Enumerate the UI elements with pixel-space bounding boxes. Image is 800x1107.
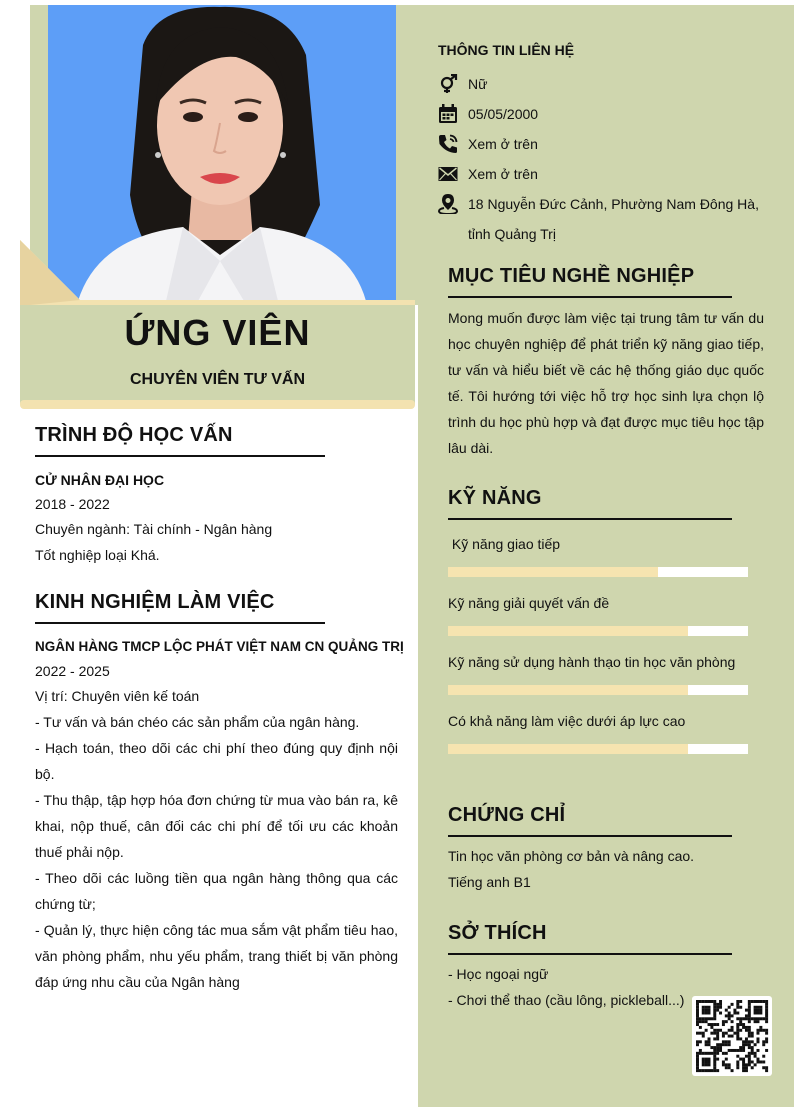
contact-address-line1: 18 Nguyễn Đức Cảnh, Phường Nam Đông Hà,	[468, 196, 759, 212]
education-degree: CỬ NHÂN ĐẠI HỌC	[35, 472, 165, 488]
candidate-role: CHUYÊN VIÊN TƯ VẤN	[129, 371, 306, 388]
decorative-fold	[20, 240, 420, 310]
skill-bar	[448, 744, 748, 754]
contact-dob: 05/05/2000	[468, 106, 539, 122]
skill-bar	[448, 685, 748, 695]
certificate-item: Tiếng anh B1	[448, 874, 531, 890]
objective-text: Mong muốn được làm việc tại trung tâm tư vấn du học chuyên nghiệp để phát triển kỹ năng giao tiếp, tư vấn và hiểu biết về các hệ thống giáo dục quốc tế. Tôi hướng tới việc hỗ trợ học sinh lựa chọn lộ trình du học phù hợp và đạt được mục tiêu học tập lâu dài.	[448, 310, 764, 456]
skill-bar-fill	[448, 567, 658, 577]
skill-bar-fill	[448, 744, 688, 754]
email-icon	[438, 164, 458, 184]
contact-gender: Nữ	[468, 76, 488, 92]
education-rule	[35, 455, 325, 457]
hobby-item: - Học ngoại ngữ	[448, 966, 549, 982]
candidate-name: ỨNG VIÊN	[124, 312, 311, 353]
hobbies-title: SỞ THÍCH	[448, 922, 547, 944]
skill-bar-fill	[448, 626, 688, 636]
gender-icon	[438, 74, 458, 94]
contact-email: Xem ở trên	[468, 166, 538, 182]
certificate-item: Tin học văn phòng cơ bản và nâng cao.	[448, 848, 695, 864]
skill-bar	[448, 567, 748, 577]
experience-duty: - Tư vấn và bán chéo các sản phẩm của ngân hàng.	[35, 714, 360, 730]
phone-icon	[438, 134, 458, 154]
skill-bar-fill	[448, 685, 688, 695]
experience-company: NGÂN HÀNG TMCP LỘC PHÁT VIỆT NAM CN QUẢNG TRỊ	[35, 639, 404, 654]
objective-title: MỤC TIÊU NGHỀ NGHIỆP	[448, 265, 695, 287]
experience-position: Vị trí: Chuyên viên kế toán	[35, 688, 200, 704]
certificates-rule	[448, 835, 732, 837]
experience-rule	[35, 622, 325, 624]
experience-duty: - Theo dõi các luồng tiền qua ngân hàng thông qua các chứng từ;	[35, 870, 398, 912]
skill-label: Kỹ năng sử dụng hành thạo tin học văn phòng	[448, 654, 736, 670]
education-title: TRÌNH ĐỘ HỌC VẤN	[35, 424, 233, 446]
experience-duty: - Hạch toán, theo dõi các chi phí theo đúng quy định nội bộ.	[35, 740, 398, 782]
name-band-underline	[20, 400, 415, 409]
skills-title: KỸ NĂNG	[448, 487, 542, 509]
experience-title: KINH NGHIỆM LÀM VIỆC	[35, 591, 275, 613]
contact-address-line2: tỉnh Quảng Trị	[468, 226, 556, 242]
skill-label: Kỹ năng giao tiếp	[448, 536, 561, 552]
contact-title: THÔNG TIN LIÊN HỆ	[438, 42, 575, 58]
education-grade: Tốt nghiệp loại Khá.	[35, 547, 160, 563]
education-major: Chuyên ngành: Tài chính - Ngân hàng	[35, 521, 273, 537]
calendar-icon	[438, 104, 458, 124]
skills-rule	[448, 518, 732, 520]
experience-years: 2022 - 2025	[35, 663, 110, 679]
objective-rule	[448, 296, 732, 298]
hobbies-rule	[448, 953, 732, 955]
experience-duty: - Thu thập, tập hợp hóa đơn chứng từ mua vào bán ra, kê khai, nộp thuế, cân đối các chi phí để tối ưu các khoản thuế phải nộp.	[35, 792, 398, 860]
location-icon	[438, 194, 458, 214]
certificates-title: CHỨNG CHỈ	[448, 804, 566, 826]
hobby-item: - Chơi thể thao (cầu lông, pickleball...)	[448, 992, 685, 1008]
skill-bar	[448, 626, 748, 636]
education-years: 2018 - 2022	[35, 496, 110, 512]
qr-code-icon[interactable]	[692, 996, 772, 1076]
skill-label: Kỹ năng giải quyết vấn đề	[448, 595, 610, 611]
experience-duty: - Quản lý, thực hiện công tác mua sắm vật phẩm tiêu hao, văn phòng phẩm, nhu yếu phẩm, trang thiết bị văn phòng đáp ứng nhu cầu của Ngân hàng	[35, 922, 398, 990]
skill-label: Có khả năng làm việc dưới áp lực cao	[448, 713, 686, 729]
contact-phone: Xem ở trên	[468, 136, 538, 152]
